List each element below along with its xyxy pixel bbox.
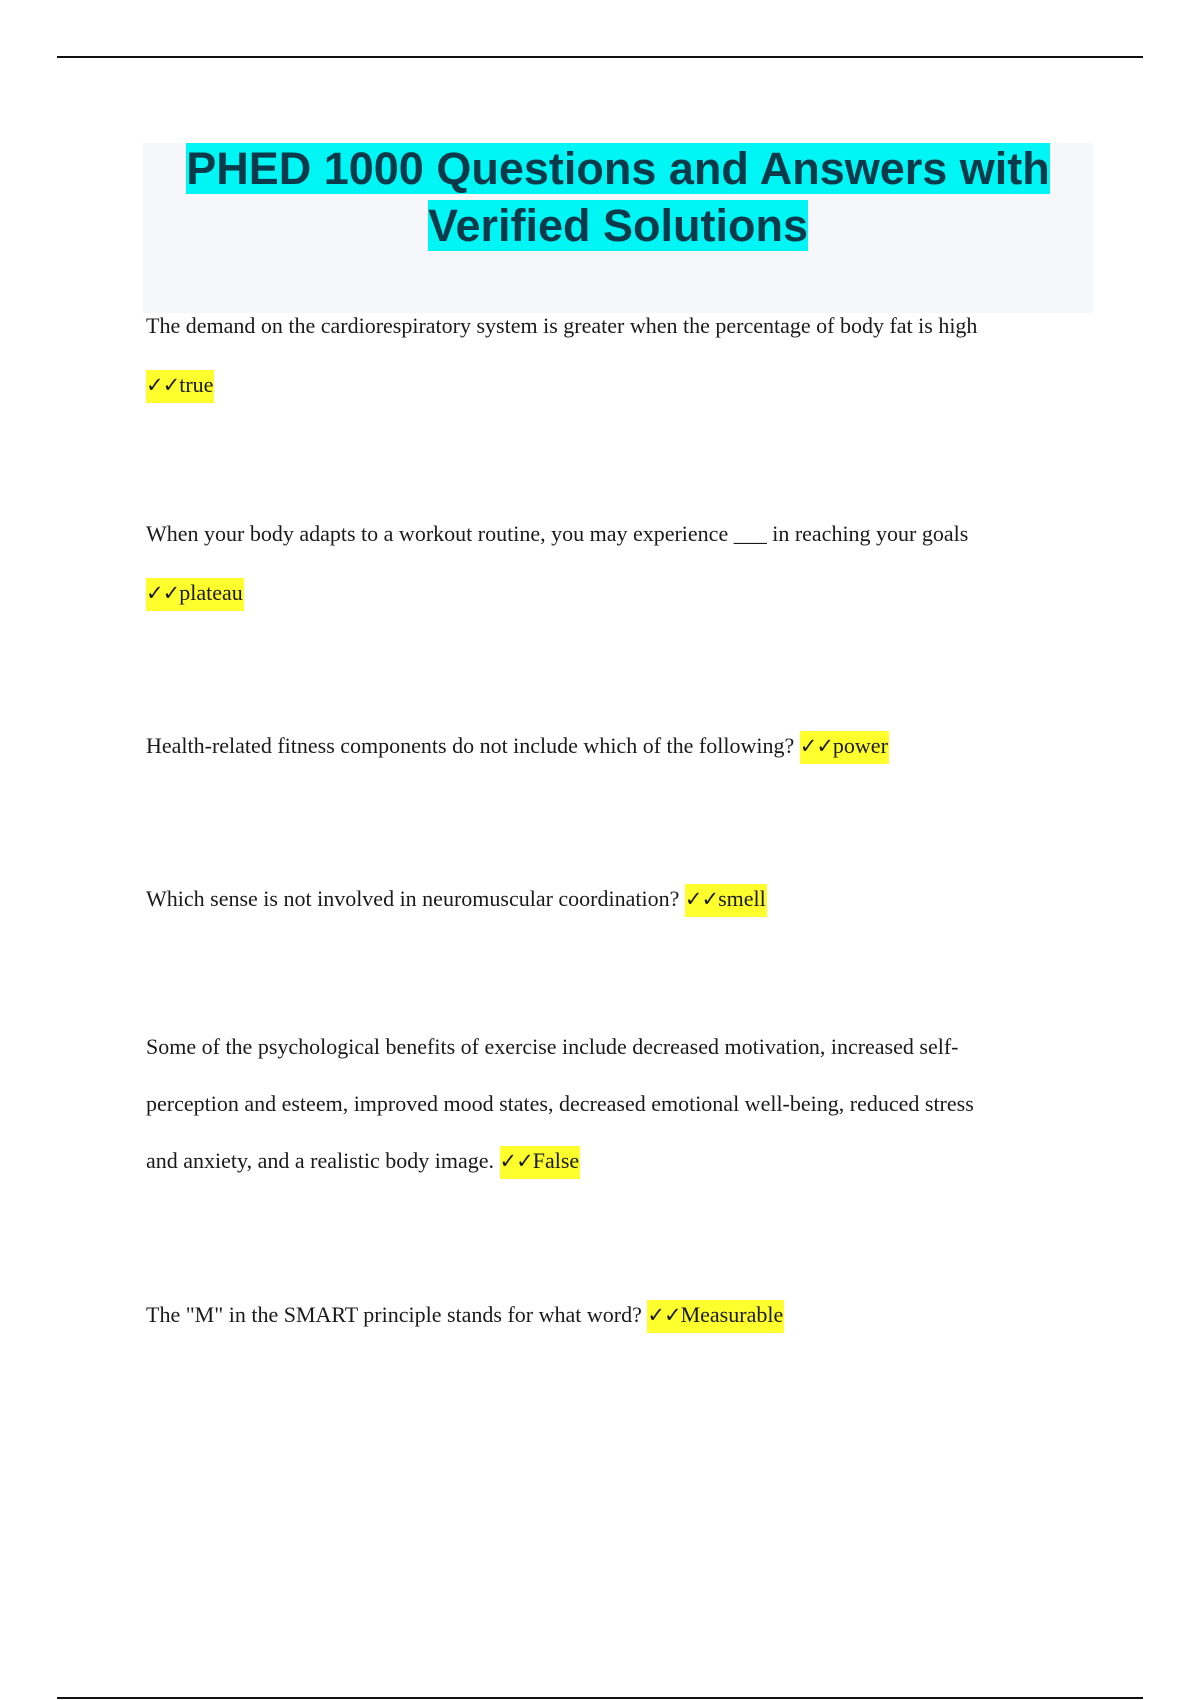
answer-highlight xyxy=(146,370,214,403)
answer-highlight xyxy=(800,731,889,764)
double-check-icon: ✓✓ xyxy=(146,581,180,605)
double-check-icon: ✓✓ xyxy=(499,1149,533,1173)
answer-highlight xyxy=(685,884,767,917)
question-line-3: and anxiety, and a realistic body image. xyxy=(146,1148,495,1173)
qa-item-2 xyxy=(146,505,1086,622)
top-rule xyxy=(57,56,1143,58)
question-text: The "M" in the SMART principle stands for what word? xyxy=(146,1302,642,1327)
bottom-rule xyxy=(57,1697,1143,1699)
answer-highlight xyxy=(647,1300,784,1333)
question-line-2: perception and esteem, improved mood states, decreased emotional well-being, reduced stress xyxy=(146,1091,974,1116)
double-check-icon: ✓✓ xyxy=(684,887,719,911)
question-text: Health-related fitness components do not include which of the following? xyxy=(146,733,795,758)
answer-text: plateau xyxy=(179,580,243,605)
question-text: When your body adapts to a workout routine, you may experience ___ in reaching your goals xyxy=(146,521,969,546)
question-line-3-row xyxy=(146,1132,1086,1190)
qa-item-4 xyxy=(146,870,1086,928)
question-line-1: Some of the psychological benefits of exercise include decreased motivation, increased self- xyxy=(146,1034,959,1059)
answer-text: False xyxy=(532,1148,580,1173)
qa-item-6 xyxy=(146,1286,1086,1344)
qa-item-5 xyxy=(146,1018,1086,1190)
double-check-icon: ✓✓ xyxy=(647,1303,681,1327)
double-check-icon: ✓✓ xyxy=(146,373,180,397)
answer-text: true xyxy=(179,372,214,397)
question-text: The demand on the cardiorespiratory system is greater when the percentage of body fat is high xyxy=(146,313,978,338)
document-title xyxy=(143,140,1093,254)
qa-item-3 xyxy=(146,717,1086,775)
qa-item-1 xyxy=(146,297,1086,414)
title-line-1: PHED 1000 Questions and Answers with xyxy=(186,143,1050,194)
answer-highlight xyxy=(146,578,244,611)
title-line-2: Verified Solutions xyxy=(427,200,809,251)
question-text: Which sense is not involved in neuromuscular coordination? xyxy=(146,886,680,911)
answer-text: Measurable xyxy=(680,1302,784,1327)
answer-highlight xyxy=(500,1146,581,1179)
double-check-icon: ✓✓ xyxy=(799,734,833,758)
answer-text: power xyxy=(832,733,888,758)
answer-text: smell xyxy=(718,886,766,911)
